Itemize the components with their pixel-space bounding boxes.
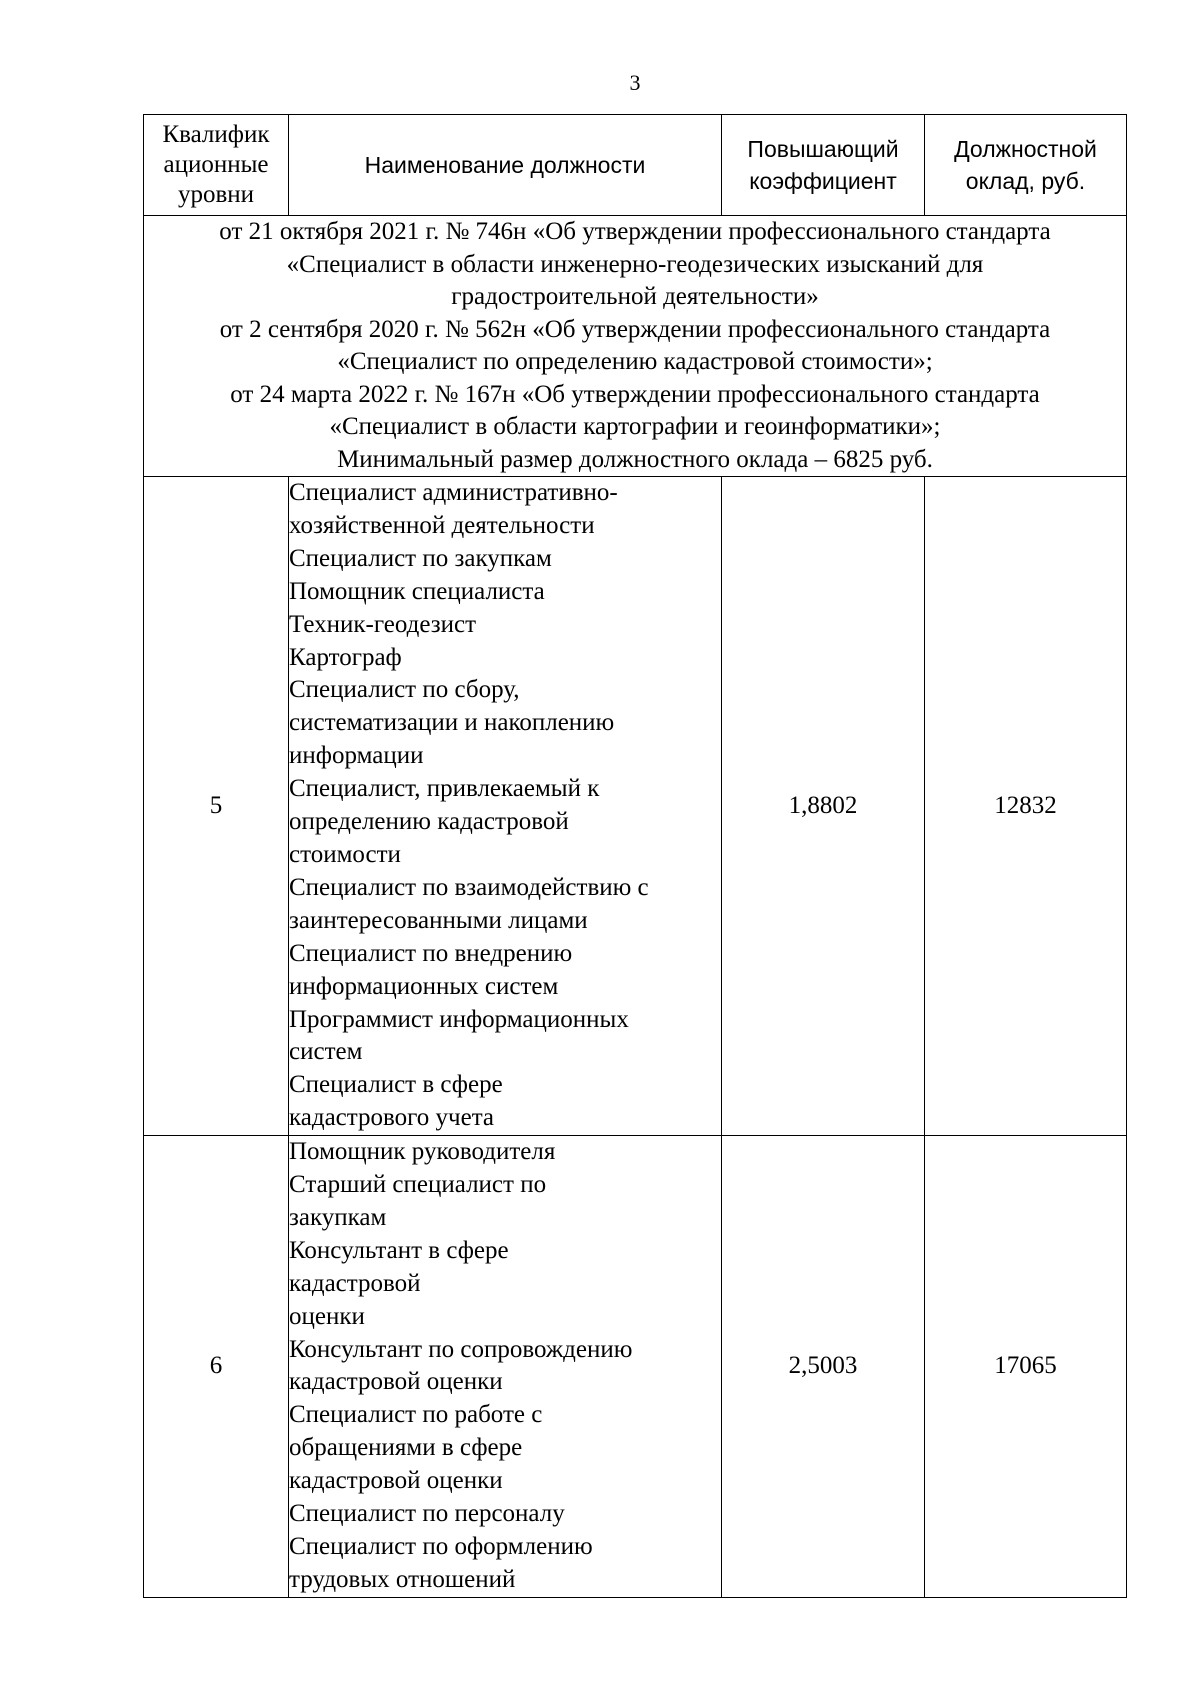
header-position-name: Наименование должности bbox=[289, 115, 722, 216]
coefficient-cell: 1,8802 bbox=[722, 477, 925, 1136]
positions-cell bbox=[289, 477, 722, 1136]
position-line: Программист информационных bbox=[289, 1005, 629, 1033]
legal-basis-text bbox=[144, 216, 1127, 477]
legal-line: от 21 октября 2021 г. № 746н «Об утверждении профессионального стандарта bbox=[219, 218, 1051, 245]
position-line: кадастровой оценки bbox=[289, 1368, 503, 1396]
position-line: Специалист по взаимодействию с bbox=[289, 873, 649, 901]
position-line: Консультант по сопровождению bbox=[289, 1335, 633, 1363]
position-line: определению кадастровой bbox=[289, 808, 569, 836]
position-line: Специалист административно- bbox=[289, 479, 618, 506]
position-line: трудовых отношений bbox=[289, 1565, 516, 1593]
table-row-level-5 bbox=[144, 477, 1127, 1136]
legal-line: «Специалист в области картографии и геоинформатики»; bbox=[329, 413, 941, 440]
header-coefficient: Повышающий коэффициент bbox=[722, 115, 925, 216]
position-line: систематизации и накоплению bbox=[289, 709, 615, 737]
legal-line: «Специалист в области инженерно-геодезических изысканий для bbox=[286, 250, 984, 278]
position-line: информационных систем bbox=[289, 972, 559, 1000]
position-line: кадастровой оценки bbox=[289, 1467, 503, 1495]
position-line: кадастровой bbox=[289, 1269, 421, 1297]
legal-line: от 24 марта 2022 г. № 167н «Об утверждении профессионального стандарта bbox=[230, 380, 1040, 408]
position-line: Специалист по внедрению bbox=[289, 939, 573, 967]
position-line: Картограф bbox=[289, 643, 402, 671]
position-line: Специалист по персоналу bbox=[289, 1500, 565, 1528]
position-line: Специалист по оформлению bbox=[289, 1533, 593, 1560]
position-line: систем bbox=[289, 1038, 363, 1066]
page-number: 3 bbox=[629, 70, 641, 95]
coefficient-cell: 2,5003 bbox=[722, 1136, 925, 1598]
legal-line: от 2 сентября 2020 г. № 562н «Об утверждении профессионального стандарта bbox=[219, 315, 1051, 343]
position-line: Специалист по закупкам bbox=[289, 544, 552, 572]
position-line: Помощник руководителя bbox=[289, 1138, 556, 1166]
position-line: Старший специалист по bbox=[289, 1171, 547, 1199]
position-line: информации bbox=[289, 742, 424, 770]
salary-cell: 17065 bbox=[925, 1136, 1127, 1598]
position-line: закупкам bbox=[289, 1203, 387, 1231]
position-line: стоимости bbox=[289, 840, 401, 868]
position-line: Помощник специалиста bbox=[289, 577, 545, 605]
position-line: Специалист по сбору, bbox=[289, 676, 520, 704]
header-salary: Должностной оклад, руб. bbox=[925, 115, 1127, 216]
position-line: оценки bbox=[289, 1302, 365, 1330]
position-line: заинтересованными лицами bbox=[289, 906, 588, 934]
legal-line: «Специалист по определению кадастровой стоимости»; bbox=[337, 348, 933, 375]
position-line: Специалист в сфере bbox=[289, 1071, 503, 1099]
table-header-row bbox=[144, 115, 1127, 216]
salary-table bbox=[143, 114, 1127, 1598]
position-line: кадастрового учета bbox=[289, 1104, 495, 1132]
salary-cell: 12832 bbox=[925, 477, 1127, 1136]
legal-basis-row bbox=[144, 216, 1127, 477]
position-line: Консультант в сфере bbox=[289, 1236, 509, 1264]
level-cell: 6 bbox=[144, 1136, 289, 1598]
legal-line: градостроительной деятельности» bbox=[451, 283, 819, 310]
position-line: Специалист, привлекаемый к bbox=[289, 775, 600, 803]
legal-line: Минимальный размер должностного оклада – 6825 руб. bbox=[337, 445, 933, 473]
positions-cell bbox=[289, 1136, 722, 1598]
position-line: хозяйственной деятельности bbox=[289, 511, 595, 539]
position-line: Техник-геодезист bbox=[289, 610, 477, 638]
position-line: обращениями в сфере bbox=[289, 1434, 523, 1462]
table-row-level-6 bbox=[144, 1136, 1127, 1598]
position-line: Специалист по работе с bbox=[289, 1401, 543, 1429]
header-level: Квалифик ационные уровни bbox=[144, 115, 289, 216]
level-cell: 5 bbox=[144, 477, 289, 1136]
